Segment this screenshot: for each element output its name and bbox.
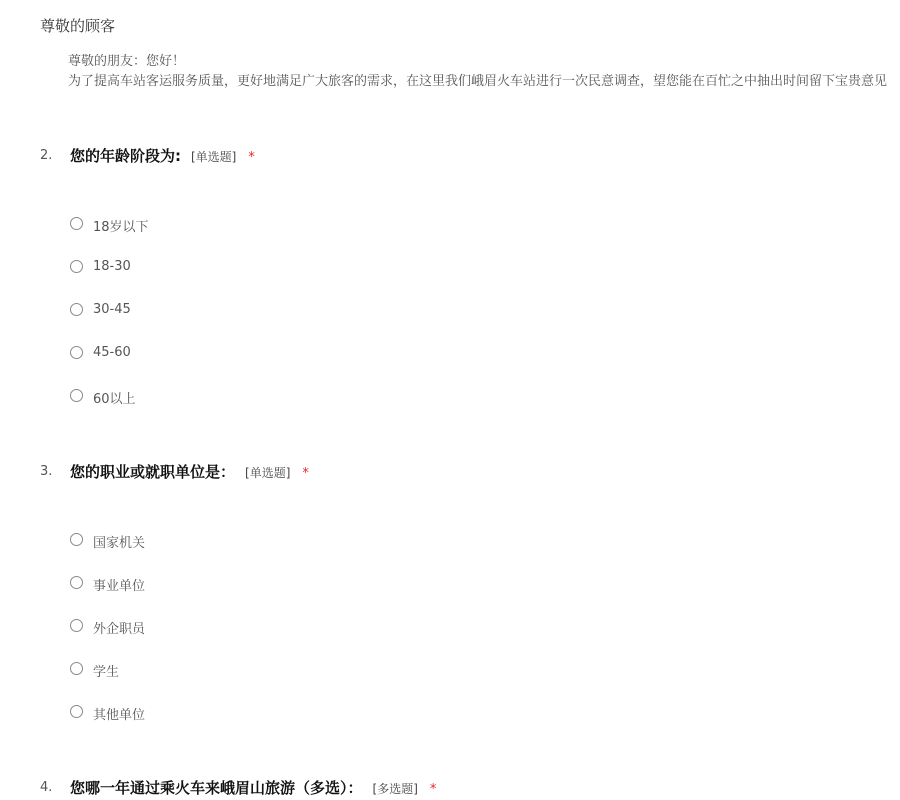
- question-number: 2.: [40, 148, 53, 163]
- radio-button[interactable]: [70, 662, 83, 675]
- question-number: 3.: [40, 464, 53, 479]
- question-type-tag: [多选题]: [372, 782, 418, 796]
- option-label[interactable]: 45-60: [93, 345, 131, 360]
- question-2: [0, 145, 900, 407]
- radio-button[interactable]: [70, 346, 83, 359]
- question-header: [0, 777, 900, 800]
- question-title: 您的年龄阶段为:: [70, 147, 181, 165]
- question-type-tag: [单选题]: [245, 466, 291, 480]
- required-asterisk: *: [302, 466, 309, 481]
- option-label[interactable]: 30-45: [93, 302, 131, 317]
- radio-button[interactable]: [70, 705, 83, 718]
- radio-button[interactable]: [70, 260, 83, 273]
- option-label[interactable]: 60以上: [93, 392, 136, 407]
- intro-block: [68, 52, 900, 92]
- radio-button[interactable]: [70, 619, 83, 632]
- question-4: [0, 777, 900, 800]
- radio-button[interactable]: [70, 217, 83, 230]
- question-title: 您哪一年通过乘火车来峨眉山旅游（多选）：: [70, 779, 363, 797]
- radio-button[interactable]: [70, 389, 83, 402]
- option-label[interactable]: 国家机关: [93, 536, 146, 551]
- intro-body: 为了提高车站客运服务质量，更好地满足广大旅客的需求，在这里我们峨眉火车站进行一次民意调查，望您能在百忙之中抽出时间留下宝贵意见: [68, 74, 888, 89]
- radio-button[interactable]: [70, 533, 83, 546]
- option-label[interactable]: 18-30: [93, 259, 131, 274]
- required-asterisk: *: [248, 150, 255, 165]
- question-title: 您的职业或就职单位是：: [70, 463, 236, 481]
- required-asterisk: *: [429, 782, 437, 797]
- radio-button[interactable]: [70, 576, 83, 589]
- question-title-row: [70, 461, 309, 482]
- question-header: [0, 461, 900, 485]
- option-label[interactable]: 18岁以下: [93, 220, 149, 235]
- option-label[interactable]: 事业单位: [93, 579, 146, 594]
- section-title: 尊敬的顾客: [40, 17, 116, 35]
- intro-greeting: 尊敬的朋友：您好！: [68, 54, 186, 69]
- question-type-tag: [单选题]: [191, 150, 237, 164]
- question-title-row: [70, 777, 436, 798]
- option-label[interactable]: 学生: [93, 665, 120, 680]
- option-label[interactable]: 外企职员: [93, 622, 146, 637]
- question-header: [0, 145, 900, 169]
- option-label[interactable]: 其他单位: [93, 708, 146, 723]
- question-title-row: [70, 145, 255, 166]
- question-3: [0, 461, 900, 723]
- question-number: 4.: [40, 780, 53, 795]
- radio-button[interactable]: [70, 303, 83, 316]
